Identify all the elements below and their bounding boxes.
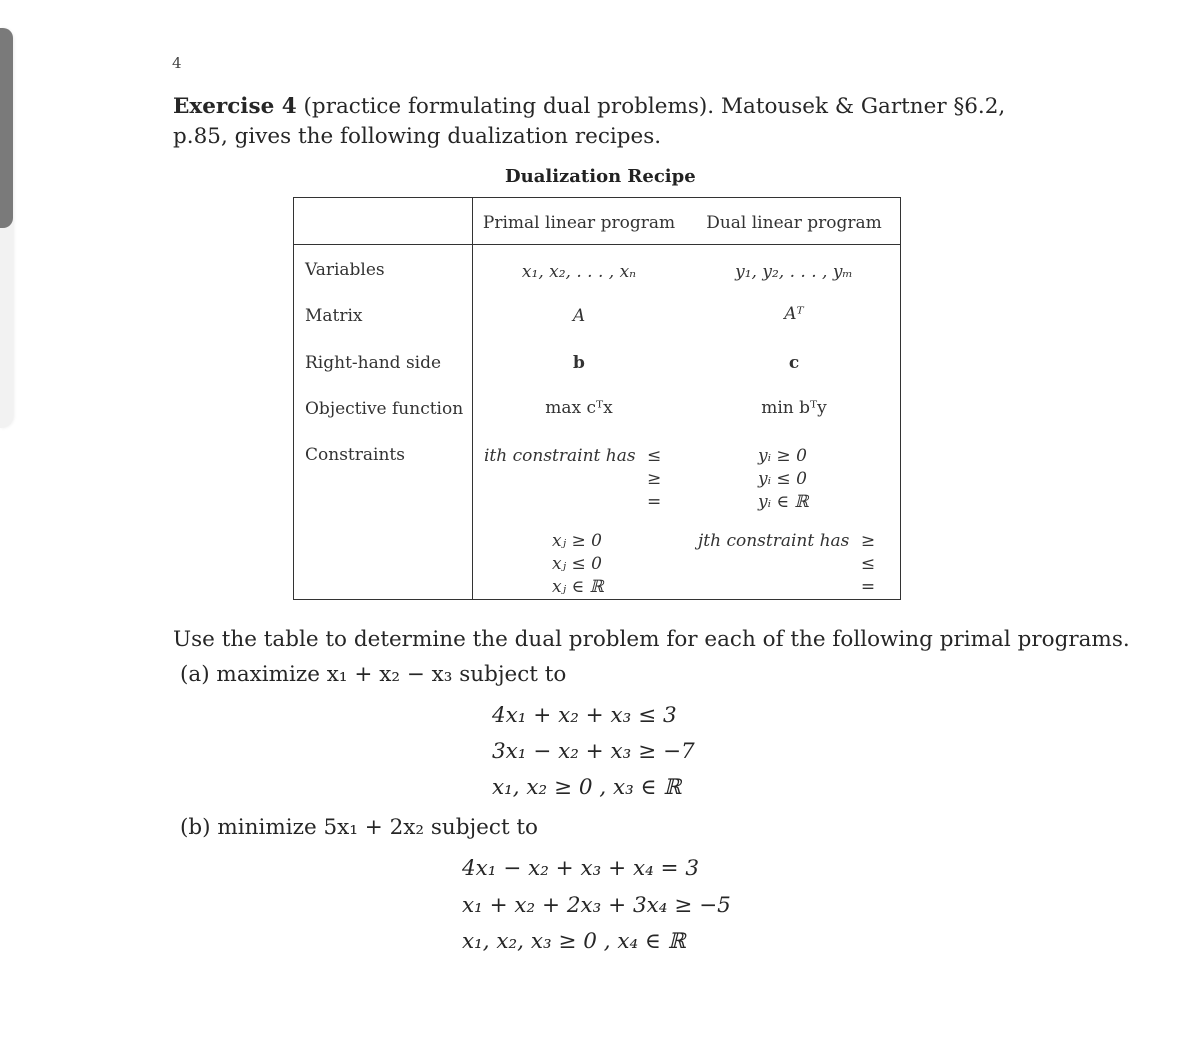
- row-label-constraints: Constraints: [305, 445, 405, 465]
- dual-condition: yᵢ ≥ 0: [758, 446, 807, 466]
- dual-condition: yᵢ ≤ 0: [758, 469, 807, 489]
- table-caption: Dualization Recipe: [505, 166, 696, 187]
- dualization-table: [293, 197, 901, 600]
- primal-constraint-block: [484, 445, 661, 514]
- primal-variable-conditions: [552, 530, 604, 599]
- part-b-heading: (b) minimize 5x₁ + 2x₂ subject to: [180, 815, 539, 840]
- part-a-constraint-3: x₁, x₂ ≥ 0 , x₃ ∈ ℝ: [492, 775, 682, 800]
- primal-symbol: =: [646, 492, 662, 512]
- table-divider-horizontal: [294, 244, 900, 245]
- row-label-matrix: Matrix: [305, 306, 363, 326]
- primal-condition: xⱼ ≤ 0: [552, 554, 602, 574]
- part-b-constraint-1: 4x₁ − x₂ + x₃ + x₄ = 3: [462, 856, 700, 881]
- primal-symbol: ≤: [646, 446, 662, 466]
- page-number: 4: [172, 54, 182, 72]
- part-a-constraint-1: 4x₁ + x₂ + x₃ ≤ 3: [492, 703, 677, 728]
- dual-condition: yᵢ ∈ ℝ: [758, 492, 809, 512]
- dual-symbol: ≥: [860, 531, 876, 551]
- primal-symbol: ≥: [646, 469, 662, 489]
- header-dual: Dual linear program: [706, 213, 882, 233]
- dual-objective: min bᵀy: [761, 398, 827, 418]
- dual-constraint-symbols: [861, 530, 875, 599]
- dual-constraint-text: jth constraint has: [698, 531, 850, 551]
- primal-constraint-symbols: [647, 445, 661, 514]
- exercise-subtitle: (practice formulating dual problems).: [303, 94, 715, 119]
- primal-condition: xⱼ ≥ 0: [552, 531, 602, 551]
- instruction-text: Use the table to determine the dual problem for each of the following primal programs.: [173, 627, 1130, 652]
- dual-matrix: Aᵀ: [784, 304, 804, 324]
- dual-constraint-block: [698, 530, 875, 599]
- part-b-constraint-2: x₁ + x₂ + 2x₃ + 3x₄ ≥ −5: [462, 893, 731, 918]
- row-label-rhs: Right-hand side: [305, 353, 442, 373]
- exercise-text: Matousek & Gartner §6.2, p.85, gives the following dualization recipes.: [173, 94, 1006, 149]
- dual-symbol: ≤: [860, 554, 876, 574]
- primal-condition: xⱼ ∈ ℝ: [552, 577, 604, 597]
- part-a-constraint-2: 3x₁ − x₂ + x₃ ≥ −7: [492, 739, 695, 764]
- primal-matrix: A: [572, 306, 586, 326]
- dual-symbol: =: [860, 577, 876, 597]
- row-label-variables: Variables: [305, 260, 385, 280]
- exercise-intro: [173, 92, 1033, 152]
- dual-variable-conditions: [758, 445, 809, 514]
- scrollbar-thumb[interactable]: [0, 28, 13, 228]
- primal-objective: max cᵀx: [545, 398, 613, 418]
- header-primal: Primal linear program: [482, 213, 676, 233]
- primal-constraint-text: ith constraint has: [484, 446, 636, 466]
- part-b-constraint-3: x₁, x₂, x₃ ≥ 0 , x₄ ∈ ℝ: [462, 929, 686, 954]
- primal-variables: x₁, x₂, . . . , xₙ: [521, 262, 637, 282]
- dual-rhs: c: [788, 353, 800, 373]
- exercise-title: Exercise 4: [173, 94, 297, 119]
- dual-variables: y₁, y₂, . . . , yₘ: [735, 262, 853, 282]
- row-label-objective: Objective function: [305, 399, 464, 419]
- primal-rhs: b: [573, 353, 585, 373]
- part-a-heading: (a) maximize x₁ + x₂ − x₃ subject to: [180, 662, 567, 687]
